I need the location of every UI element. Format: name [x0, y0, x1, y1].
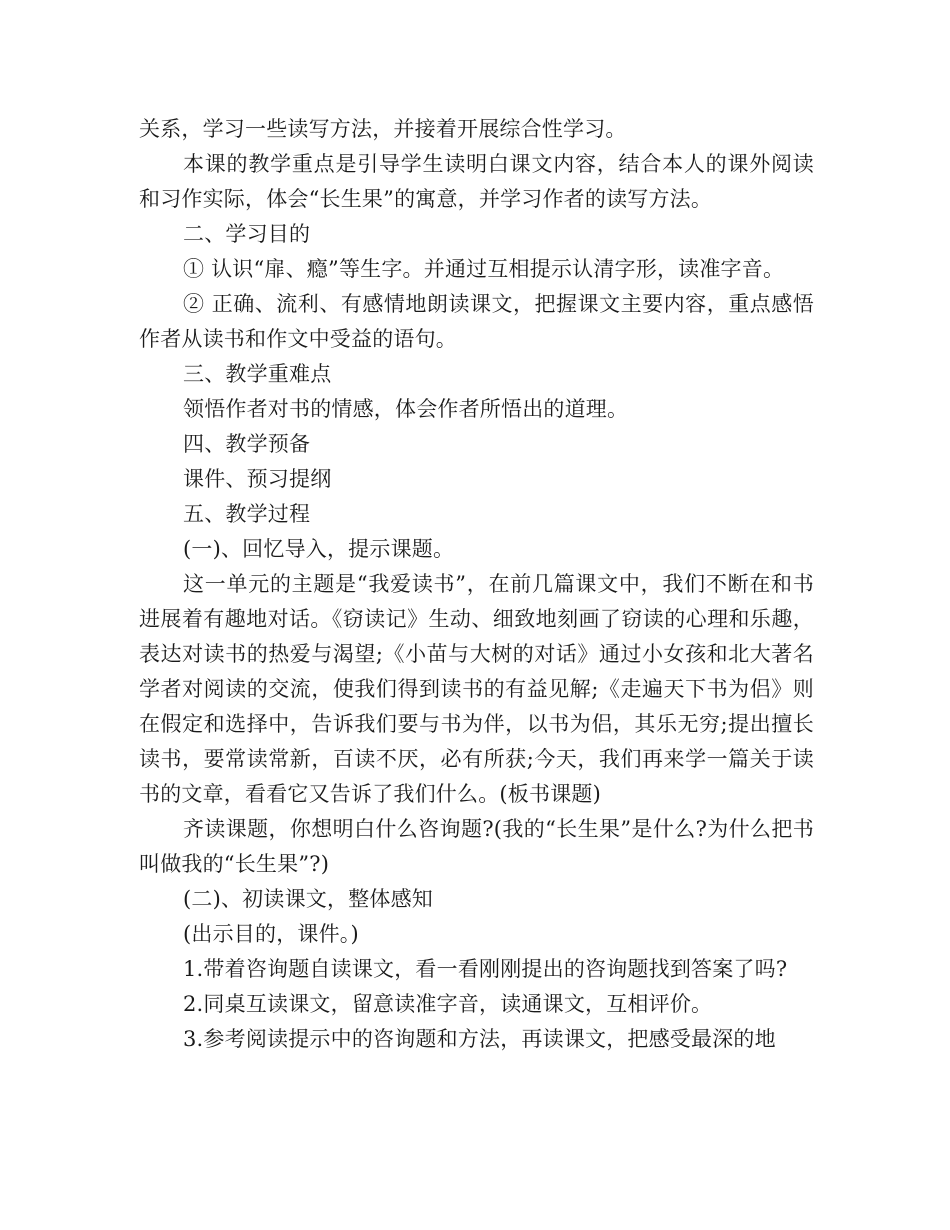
list-item-2: 2.同桌互读课文，留意读准字音，读通课文，互相评价。 [183, 992, 713, 1016]
paragraph-teaching-focus: 本课的教学重点是引导学生读明白课文内容，结合本人的课外阅读和习作实际，体会“长生果”的寓意，并学习作者的读写方法。 [139, 152, 814, 211]
paragraph-show-goals: (出示目的，课件。) [183, 922, 359, 946]
paragraph-continuation: 关系，学习一些读写方法，并接着开展综合性学习。 [139, 117, 627, 141]
heading-key-difficulties: 三、教学重难点 [183, 362, 332, 386]
list-item-3: 3.参考阅读提示中的咨询题和方法，再读课文，把感受最深的地 [183, 1027, 776, 1051]
heading-teaching-process: 五、教学过程 [183, 502, 311, 526]
paragraph-key-difficulties: 领悟作者对书的情感，体会作者所悟出的道理。 [183, 397, 629, 421]
paragraph-unit-theme: 这一单元的主题是“我爱读书”，在前几篇课文中，我们不断在和书进展着有趣地对话。《窃读记》生动、细致地刻画了窃读的心理和乐趣，表达对读书的热爱与渴望;《小苗与大树的对话》通过小女孩和北大著名学者对阅读的交流，使我们得到读书的有益见解;《走遍天下书为侣》则在假定和选择中，告诉我们要与书为伴，以书为侣，其乐无穷;提出擅长读书，要常读常新，百读不厌，必有所获;今天，我们再来学一篇关于读书的文章，看看它又告诉了我们什么。(板书课题) [139, 572, 814, 806]
heading-preparation: 四、教学预备 [183, 432, 311, 456]
goal-item-2: ② 正确、流利、有感情地朗读课文，把握课文主要内容，重点感悟作者从读书和作文中受益的语句。 [139, 292, 814, 351]
paragraph-preparation: 课件、预习提纲 [183, 467, 332, 491]
heading-learning-goals: 二、学习目的 [183, 222, 311, 246]
subheading-first-reading: (二)、初读课文，整体感知 [183, 887, 433, 911]
subheading-review-intro: (一)、回忆导入，提示课题。 [183, 537, 455, 561]
paragraph-read-title: 齐读课题，你想明白什么咨询题?(我的“长生果”是什么?为什么把书叫做我的“长生果”?) [139, 817, 814, 876]
list-item-1: 1.带着咨询题自读课文，看一看刚刚提出的咨询题找到答案了吗? [183, 957, 788, 981]
goal-item-1: ① 认识“扉、瘾”等生字。并通过互相提示认清字形，读准字音。 [183, 257, 785, 281]
document-body [139, 112, 814, 1057]
